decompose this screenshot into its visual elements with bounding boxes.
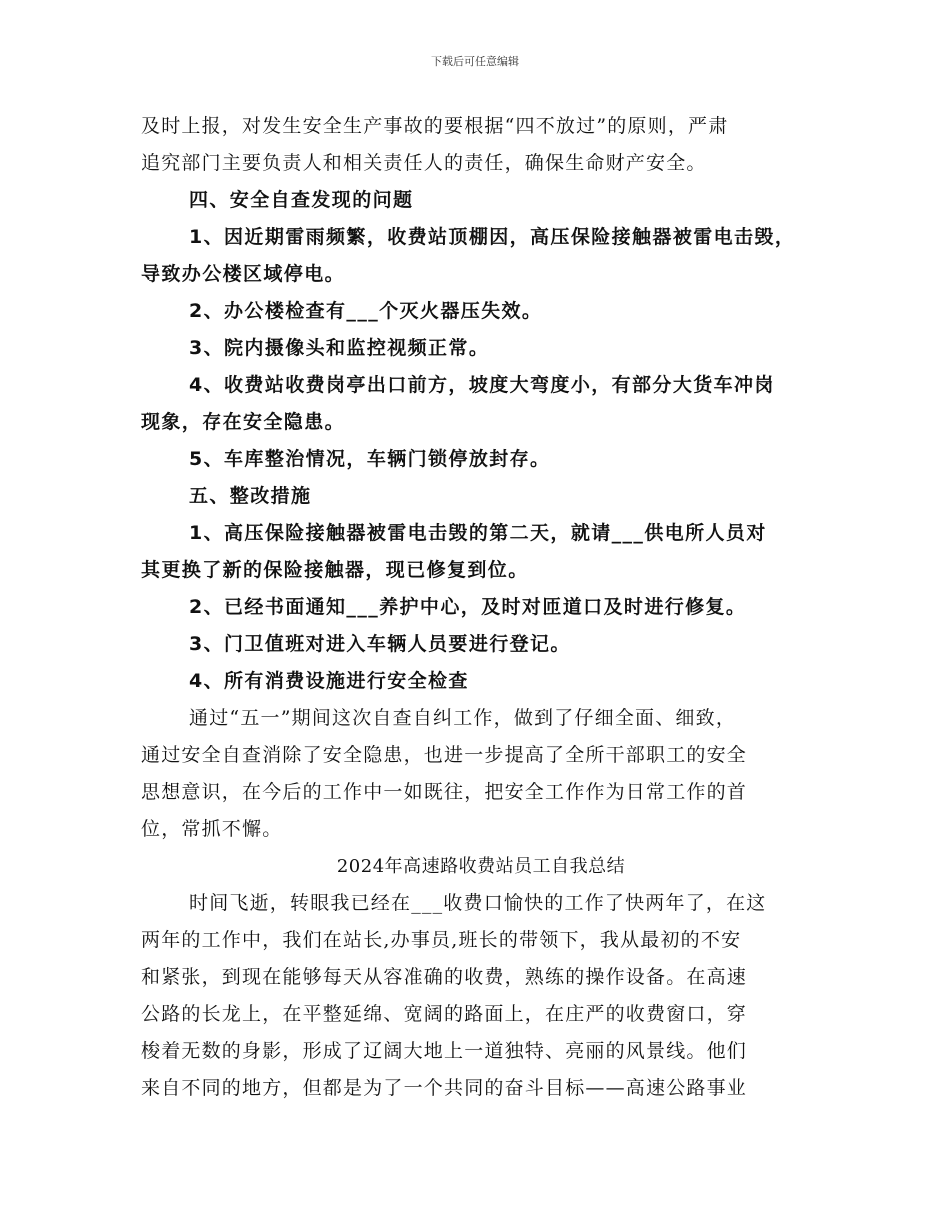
section-heading-problems: 四、安全自查发现的问题 <box>189 189 414 211</box>
measure-item-3: 3、门卫值班对进入车辆人员要进行登记。 <box>189 633 571 655</box>
measure-item-1: 1、高压保险接触器被雷电击毁的第二天，就请___供电所人员对 <box>189 522 767 544</box>
summary-line: 来自不同的地方，但都是为了一个共同的奋斗目标——高速公路事业 <box>141 1077 748 1099</box>
measure-item-4: 4、所有消费设施进行安全检查 <box>189 670 469 692</box>
page-header: 下载后可任意编辑 <box>431 55 519 68</box>
document-body <box>141 108 821 1107</box>
problem-item-5: 5、车库整治情况，车辆门锁停放封存。 <box>189 448 551 470</box>
measure-item-2: 2、已经书面通知___养护中心，及时对匝道口及时进行修复。 <box>189 596 747 618</box>
conclusion-line: 思想意识，在今后的工作中一如既往，把安全工作作为日常工作的首 <box>141 781 748 803</box>
paragraph-line: 追究部门主要负责人和相关责任人的责任，确保生命财产安全。 <box>141 152 707 174</box>
problem-item-1: 1、因近期雷雨频繁，收费站顶棚因，高压保险接触器被雷电击毁， <box>189 226 796 248</box>
problem-item-4: 4、收费站收费岗亭出口前方，坡度大弯度小，有部分大货车冲岗 <box>189 374 775 396</box>
measure-item-1-continued: 其更换了新的保险接触器，现已修复到位。 <box>141 559 529 581</box>
summary-line: 和紧张，到现在能够每天从容准确的收费，熟练的操作设备。在高速 <box>141 966 748 988</box>
section-heading-measures: 五、整改措施 <box>189 485 312 507</box>
conclusion-line: 通过“五一”期间这次自查自纠工作，做到了仔细全面、细致， <box>189 707 737 729</box>
summary-line: 公路的长龙上，在平整延绵、宽阔的路面上，在庄严的收费窗口，穿 <box>141 1003 748 1025</box>
problem-item-3: 3、院内摄像头和监控视频正常。 <box>189 337 490 359</box>
summary-line: 时间飞逝，转眼我已经在___收费口愉快的工作了快两年了，在这 <box>189 892 767 914</box>
problem-item-1-continued: 导致办公楼区域停电。 <box>141 263 346 285</box>
problem-item-4-continued: 现象，存在安全隐患。 <box>141 411 346 433</box>
summary-line: 两年的工作中，我们在站长,办事员,班长的带领下，我从最初的不安 <box>141 929 742 951</box>
summary-line: 梭着无数的身影，形成了辽阔大地上一道独特、亮丽的风景线。他们 <box>141 1040 748 1062</box>
conclusion-line: 位，常抓不懈。 <box>141 818 283 840</box>
problem-item-2: 2、办公楼检查有___个灭火器压失效。 <box>189 300 543 322</box>
paragraph-line: 及时上报，对发生安全生产事故的要根据“四不放过”的原则，严肃 <box>141 115 729 137</box>
conclusion-line: 通过安全自查消除了安全隐患，也进一步提高了全所干部职工的安全 <box>141 744 748 766</box>
summary-title: 2024年高速路收费站员工自我总结 <box>336 856 626 877</box>
